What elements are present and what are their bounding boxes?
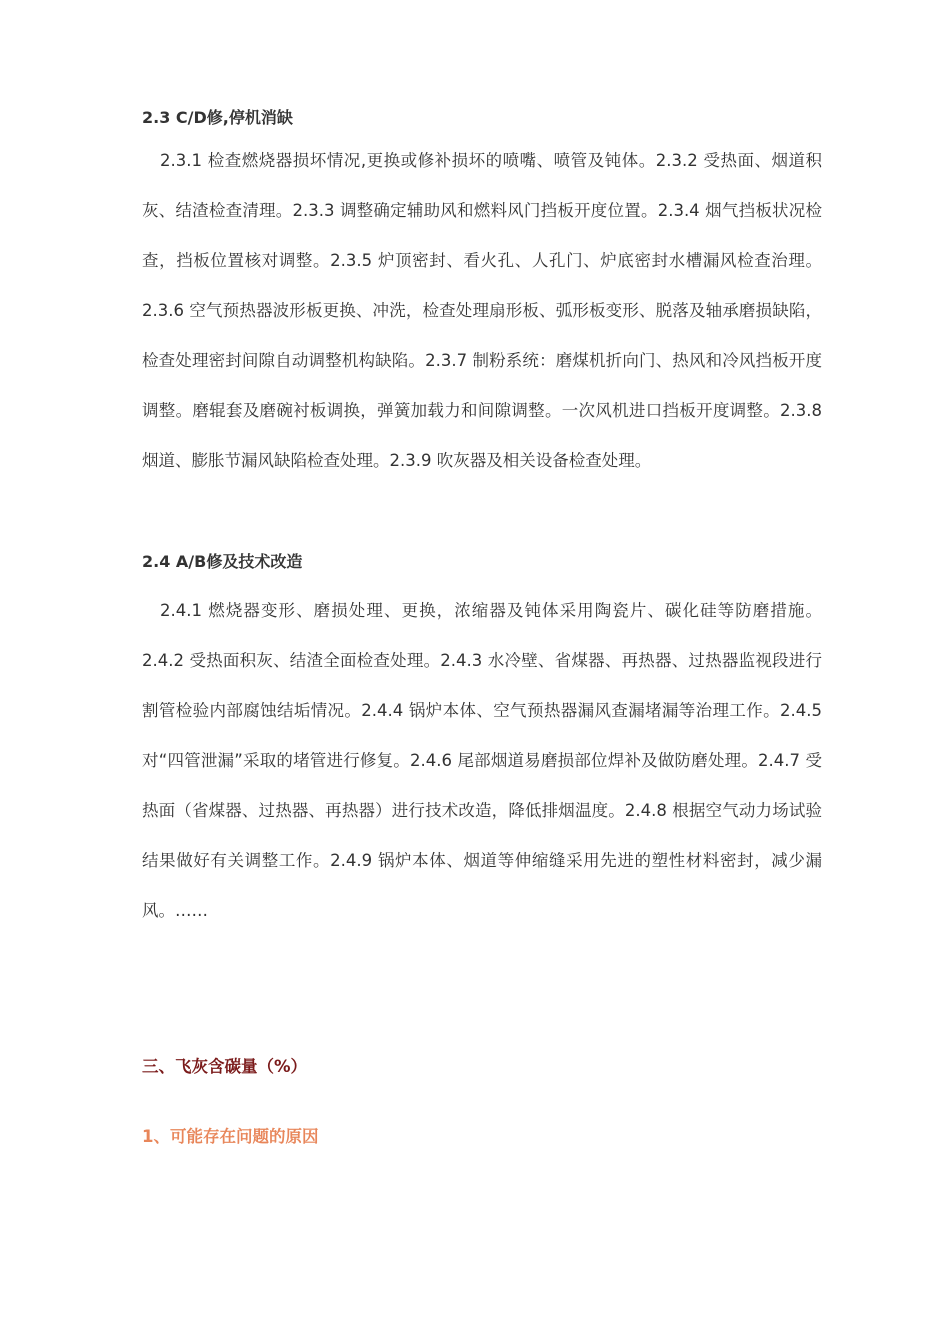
paragraph-2-3: 2.3.1 检查燃烧器损坏情况,更换或修补损坏的喷嘴、喷管及钝体。2.3.2 受热面、烟道积灰、结渣检查清理。2.3.3 调整确定辅助风和燃料风门挡板开度位置。2.3.4 烟气挡板状况检查，挡板位置核对调整。2.3.5 炉顶密封、看火孔、人孔门、炉底密封水槽漏风检查治理。2.3.6 空气预热器波形板更换、冲洗，检查处理扇形板、弧形板变形、脱落及轴承磨损缺陷，检查处理密封间隙自动调整机构缺陷。2.3.7 制粉系统：磨煤机折向门、热风和冷风挡板开度调整。磨辊套及磨碗衬板调换，弹簧加载力和间隙调整。一次风机进口挡板开度调整。2.3.8 烟道、膨胀节漏风缺陷检查处理。2.3.9 吹灰器及相关设备检查处理。 (142, 151, 822, 470)
heading-2-4: 2.4 A/B修及技术改造 (142, 552, 303, 571)
cause-heading: 1、可能存在问题的原因 (142, 1127, 319, 1146)
heading-2-3: 2.3 C/D修,停机消缺 (142, 108, 293, 127)
section-3-title: 三、飞灰含碳量（%） (142, 1057, 308, 1076)
paragraph-2-4: 2.4.1 燃烧器变形、磨损处理、更换，浓缩器及钝体采用陶瓷片、碳化硅等防磨措施。2.4.2 受热面积灰、结渣全面检查处理。2.4.3 水冷壁、省煤器、再热器、过热器监视段进行割管检验内部腐蚀结垢情况。2.4.4 锅炉本体、空气预热器漏风查漏堵漏等治理工作。2.4.5 对“四管泄漏”采取的堵管进行修复。2.4.6 尾部烟道易磨损部位焊补及做防磨处理。2.4.7 受热面（省煤器、过热器、再热器）进行技术改造，降低排烟温度。2.4.8 根据空气动力场试验结果做好有关调整工作。2.4.9 锅炉本体、烟道等伸缩缝采用先进的塑性材料密封，减少漏风。…… (142, 601, 822, 920)
